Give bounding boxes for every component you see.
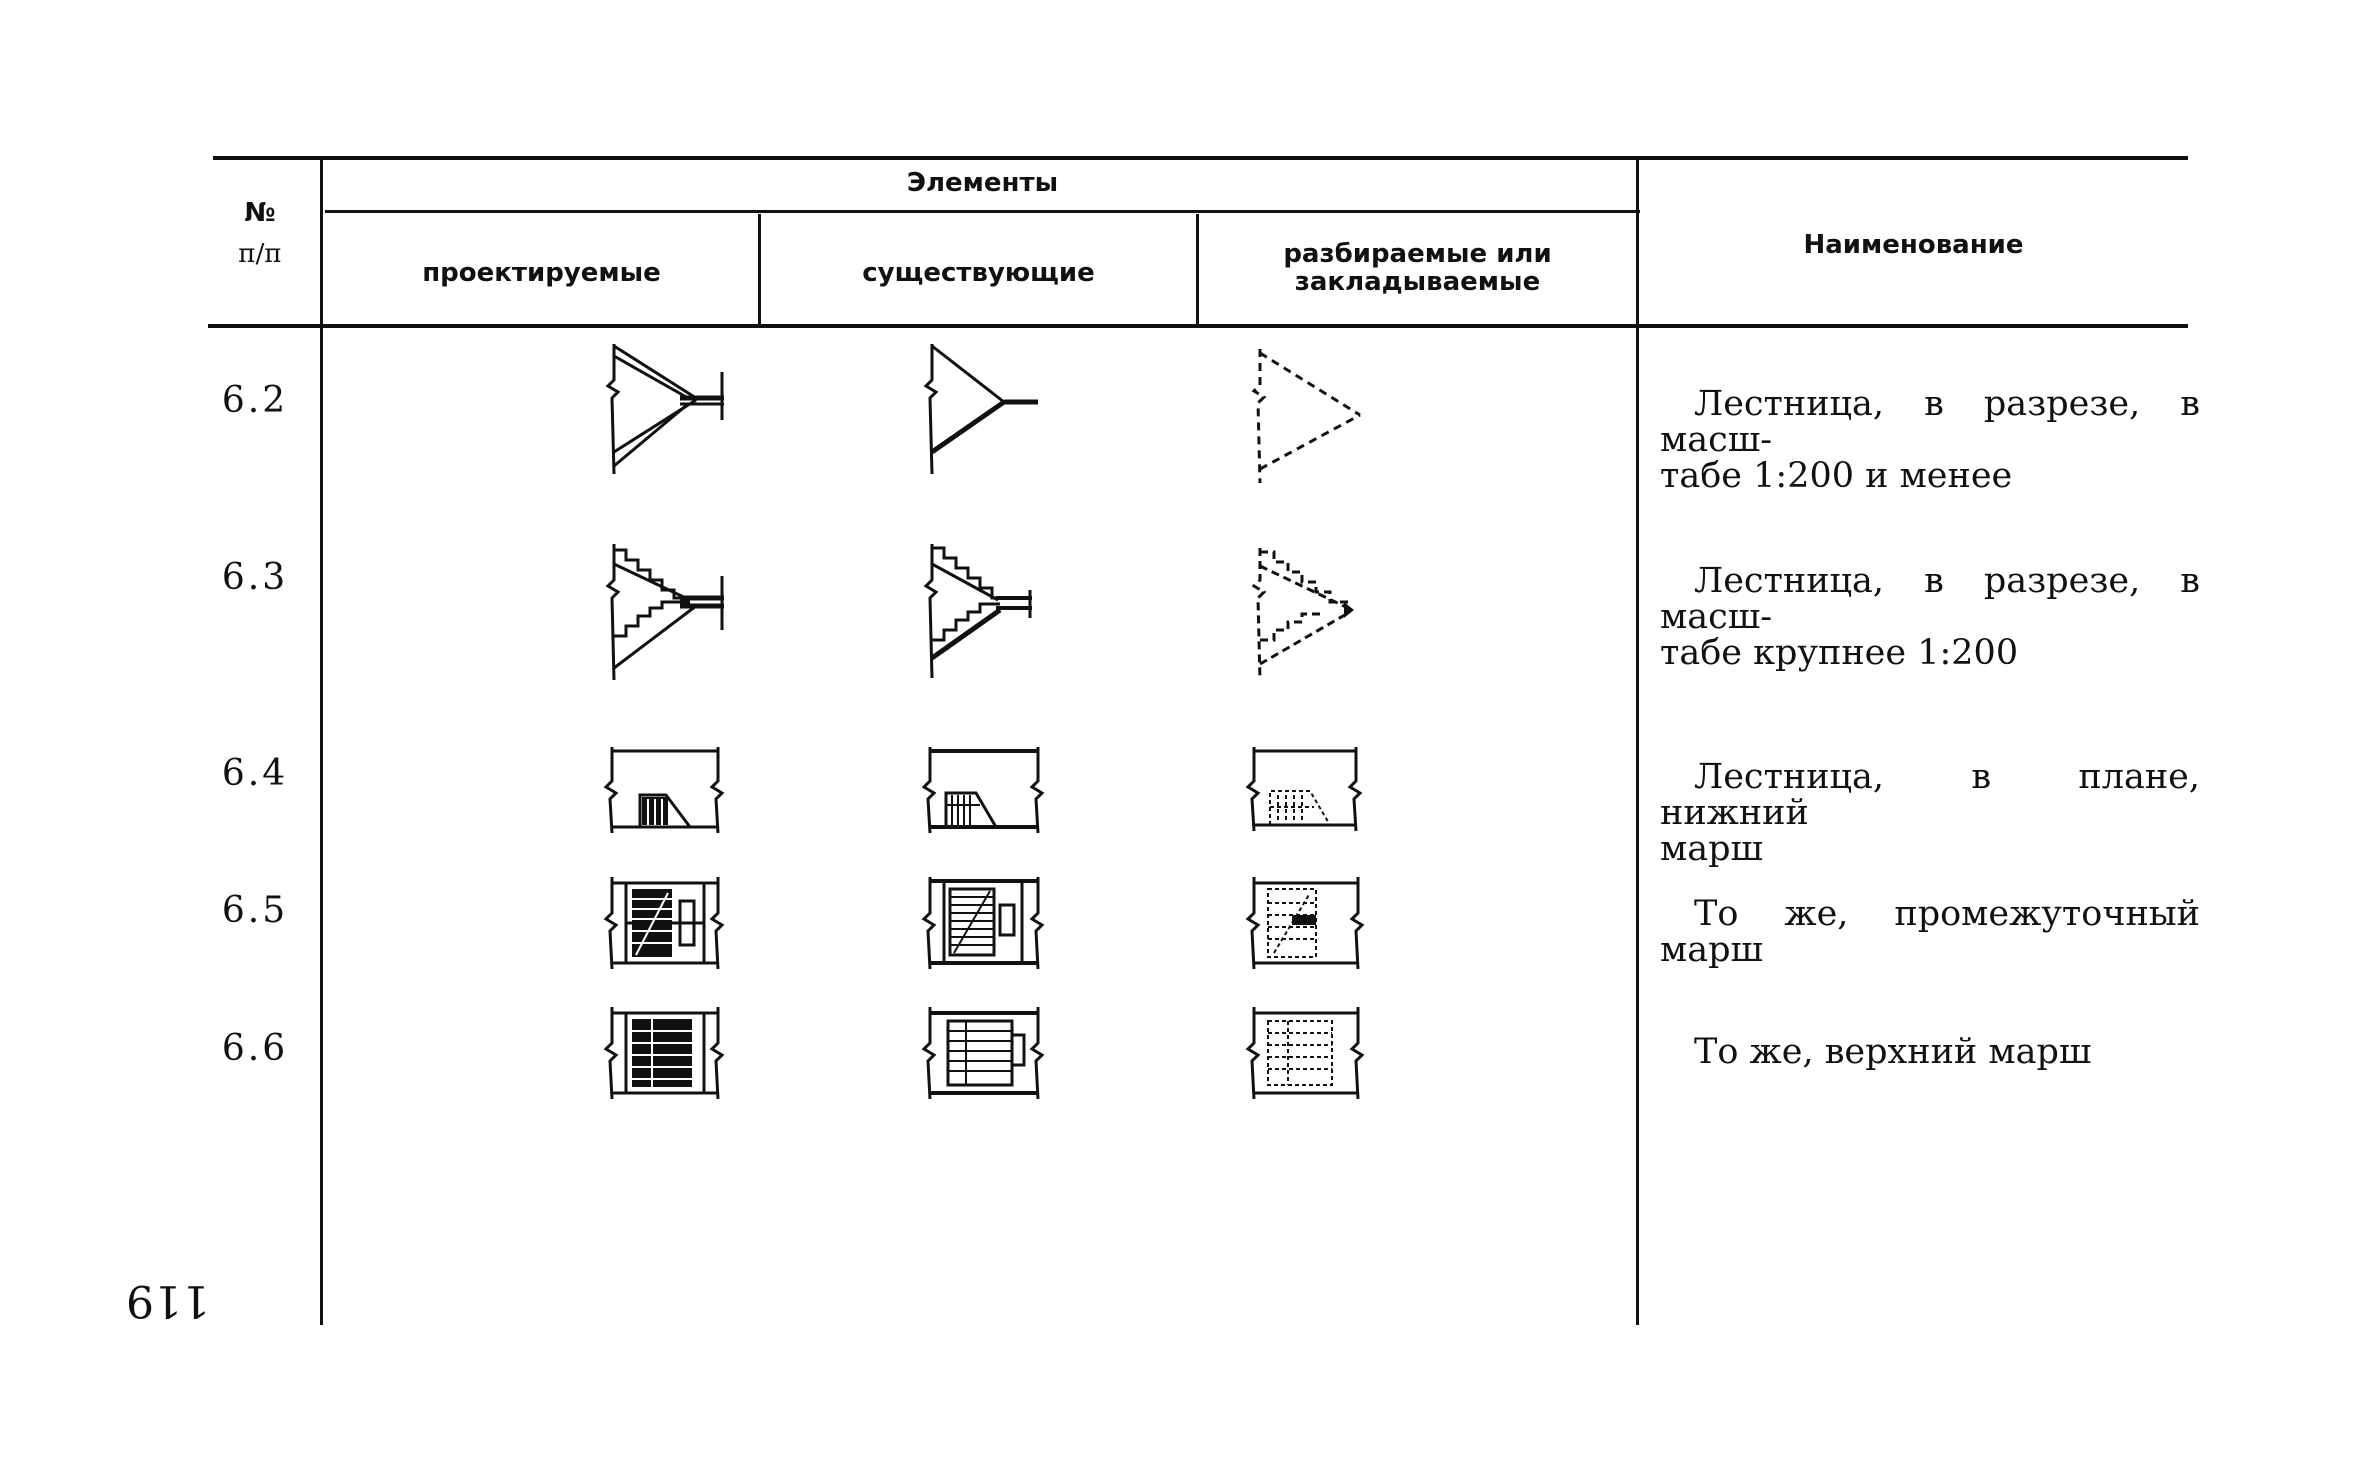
header-removed-line1: разбираемые или [1283, 239, 1552, 269]
table-top-rule [213, 156, 2188, 160]
stair-section-large-designed-symbol [600, 540, 730, 685]
stair-plan-lower-designed-symbol [600, 745, 730, 835]
stair-plan-middle-existing-symbol [920, 875, 1050, 970]
header-removed [1199, 240, 1636, 296]
stair-section-small-existing-symbol [920, 340, 1050, 480]
stair-section-small-removed-symbol [1240, 345, 1370, 485]
stair-section-small-designed-symbol [600, 340, 730, 480]
header-name: Наименование [1803, 230, 2024, 260]
elements-rule [325, 210, 1640, 213]
column-divider-number [320, 160, 323, 1325]
stair-plan-lower-existing-symbol [920, 745, 1050, 835]
row-name: Лестница, в плане, нижний марш [1660, 757, 2200, 869]
row-name: То же, верхний марш [1694, 1032, 2092, 1072]
row-number: 6.5 [221, 890, 289, 931]
stair-section-large-removed-symbol [1240, 540, 1370, 685]
stair-plan-middle-removed-symbol [1240, 875, 1370, 970]
header-elements: Элементы [906, 168, 1059, 198]
row-number: 6.3 [221, 557, 289, 598]
header-removed-line2: закладываемые [1294, 267, 1541, 297]
row-name: Лестница, в разрезе, в масш- табе 1:200 и менее [1660, 384, 2200, 496]
row-name: То же, промежуточный марш [1660, 894, 2200, 970]
header-existing: существующие [862, 258, 1095, 288]
stair-plan-upper-designed-symbol [600, 1005, 730, 1100]
row-number: 6.2 [221, 380, 289, 421]
stair-plan-upper-removed-symbol [1240, 1005, 1370, 1100]
stair-section-large-existing-symbol [920, 540, 1050, 685]
header-number-sign: № [244, 198, 276, 228]
header-designed: проектируемые [422, 258, 661, 288]
row-number: 6.4 [221, 753, 289, 794]
column-divider-name [1636, 160, 1639, 1325]
header-number [210, 198, 310, 280]
stair-plan-upper-existing-symbol [920, 1005, 1050, 1100]
stair-plan-lower-removed-symbol [1240, 745, 1370, 835]
header-bottom-rule [208, 324, 2188, 328]
header-number-sub: п/п [238, 239, 282, 269]
page-number: 119 [126, 1275, 210, 1326]
row-name: Лестница, в разрезе, в масш- табе крупнее 1:200 [1660, 561, 2200, 673]
row-number: 6.6 [221, 1028, 289, 1069]
stair-plan-middle-designed-symbol [600, 875, 730, 970]
